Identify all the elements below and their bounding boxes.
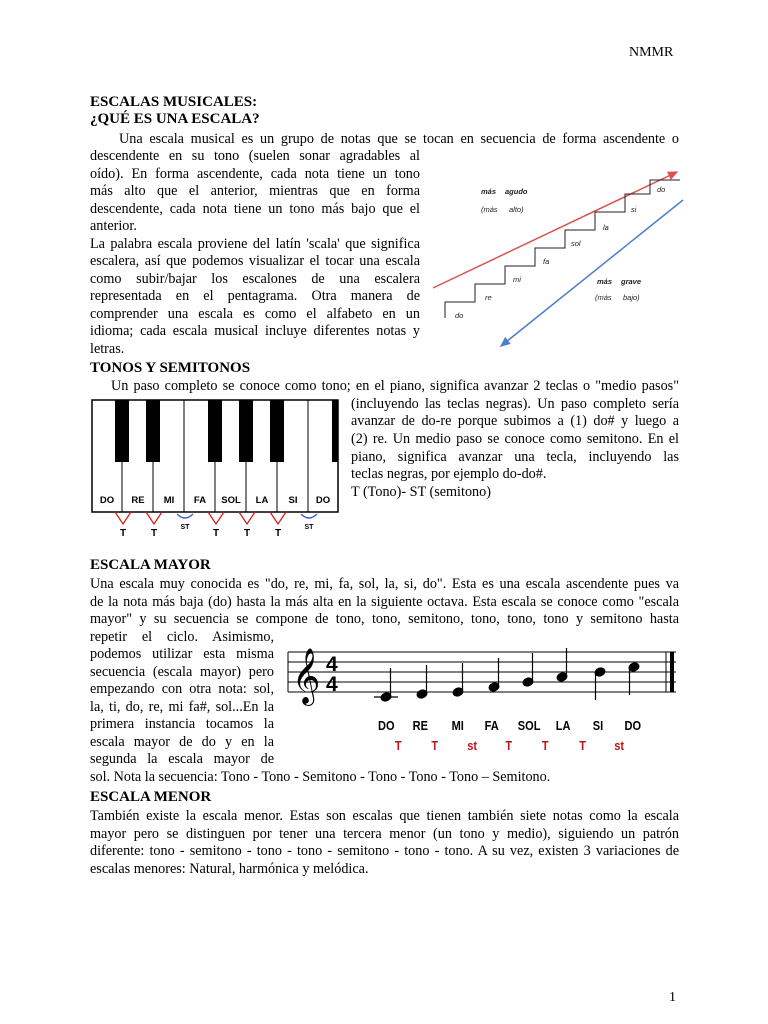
time-signature-bottom: 4 <box>326 673 338 696</box>
menor-last-line: escalas menores: Natural, harmónica y melódica. <box>90 861 369 877</box>
piano-key-do-high: DO <box>315 495 331 506</box>
black-key-fa-sharp <box>208 400 222 462</box>
mayor-last-line: sol. Nota la secuencia: Tono - Tono - Semitono - Tono - Tono - Tono – Semitono. <box>90 769 551 785</box>
staff-step-4: T <box>505 738 513 754</box>
descending-arrow <box>501 200 683 346</box>
escalas-line-9: como subir/bajar los escalones de una escalera <box>90 271 420 287</box>
black-key-sol-sharp <box>239 400 253 462</box>
escalas-line-1: Una escala musical es un grupo de notas que se tocan en secuencia de forma ascendente o <box>119 131 679 147</box>
label-mas-upper: más <box>481 187 497 196</box>
stair-note-sol: sol <box>571 239 581 248</box>
stair-note-do: do <box>455 311 464 320</box>
menor-line-3: diferente: tono - semitono - tono - tono - semitono - tono - tono. A su vez, existen 3 variaciones de <box>90 843 679 859</box>
tonos-right-line-6: T (Tono)- ST (semitono) <box>351 484 491 500</box>
escalas-line-4: más alto que el anterior, mientras que en forma <box>90 183 420 199</box>
staff-step-1: T <box>394 738 402 754</box>
tonos-line-1: Un paso completo se conoce como tono; en el piano, significa avanzar 2 teclas o "medio pasos" <box>111 378 679 394</box>
tonos-right-line-1: (incluyendo las teclas negras). Un paso completo sería <box>351 396 679 412</box>
staff-step-7: st <box>614 738 625 754</box>
mayor-left-line-7: escala mayor de do y en la <box>90 734 274 750</box>
piano-step-5: T <box>243 528 251 539</box>
piano-key-si: SI <box>288 495 298 506</box>
section-title-tonos: TONOS Y SEMITONOS <box>90 360 251 376</box>
piano-key-do: DO <box>99 495 115 506</box>
piano-key-sol: SOL <box>221 495 241 506</box>
staff-step-5: T <box>541 738 549 754</box>
piano-key-la: LA <box>255 495 269 506</box>
page-number: 1 <box>669 990 676 1005</box>
label-mas-bajo-1: (más <box>595 293 612 302</box>
menor-line-1: También existe la escala menor. Estas son escalas que tienen también siete notas como la escala <box>90 808 679 824</box>
section-title-menor: ESCALA MENOR <box>90 789 212 805</box>
mayor-left-line-5: la, ti, do, re, mi fa#, sol...En la <box>90 699 274 715</box>
piano-step-4: T <box>212 528 220 539</box>
menor-line-2: mayor pero se distinguen por tener una tercera menor (un tono y medio), siguiendo un patrón <box>90 826 679 842</box>
staff-note-do: DO <box>378 718 395 734</box>
tonos-right-line-2: avanzar de do-re porque subimos a (1) do# y luego a <box>351 413 679 429</box>
label-mas-alto-1: (más <box>481 205 498 214</box>
mayor-left-line-2: podemos utilizar esta misma <box>90 646 274 662</box>
escalas-line-7: La palabra escala proviene del latín 'scala' que significa <box>90 236 420 252</box>
stair-note-re: re <box>485 293 492 302</box>
escalas-line-8: escalera, así que podemos visualizar el tocar una escala <box>90 253 420 269</box>
escalas-line-2: descendente en su tono (suelen sonar agradables al <box>90 148 420 164</box>
label-mas-lower: más <box>597 277 613 286</box>
tonos-right-line-3: (2) re. Un medio paso se conoce como semitono. En el <box>351 431 679 447</box>
staff-note-la: LA <box>555 718 571 734</box>
mayor-left-line-3: secuencia (escala mayor) pero <box>90 664 274 680</box>
staff-step-6: T <box>579 738 587 754</box>
mayor-line-3: mayor" y su secuencia se compone de tono, tono, semitono, tono, tono, tono y semitono hasta <box>90 611 679 627</box>
escalas-line-5: descendente, cada nota tiene un tono más bajo que el <box>90 201 420 217</box>
mayor-left-line-8: segunda la escala mayor de <box>90 751 274 767</box>
ascending-arrow <box>433 172 677 288</box>
staff-note-fa: FA <box>484 718 499 734</box>
staff-note-sol: SOL <box>517 718 541 734</box>
piano-step-2: T <box>150 528 158 539</box>
piano-step-3: ST <box>180 524 190 531</box>
black-key-do-sharp-2 <box>332 400 338 462</box>
staff-note-do-high: DO <box>624 718 642 734</box>
piano-key-fa: FA <box>193 495 207 506</box>
black-key-do-sharp <box>115 400 129 462</box>
tonos-right-line-4: piano, significa avanzar una tecla, incluyendo las <box>351 449 679 465</box>
header-code: NMMR <box>629 45 674 60</box>
section-title-mayor: ESCALA MAYOR <box>90 557 211 573</box>
escalas-line-10: representada en el pentagrama. Otra manera de <box>90 288 420 304</box>
tonos-right-line-5: teclas negras, por ejemplo do-do#. <box>351 466 547 482</box>
mayor-line-2: de la nota más baja (do) hasta la más alta en la siguiente octava. Esta escala se conoce como "escala <box>90 594 679 610</box>
mayor-left-line-6: primera instancia tocamos la <box>90 716 274 732</box>
piano-keyboard-figure <box>90 398 340 540</box>
stair-note-fa: fa <box>543 257 550 266</box>
piano-step-1: T <box>119 528 127 539</box>
piano-key-re: RE <box>131 495 145 506</box>
escalas-line-13: letras. <box>90 341 125 357</box>
stair-note-si: si <box>631 205 637 214</box>
piano-step-6: T <box>274 528 282 539</box>
section-subtitle-que-es: ¿QUÉ ES UNA ESCALA? <box>90 111 260 127</box>
treble-clef-icon: 𝄞 <box>292 650 321 703</box>
label-grave: grave <box>621 277 642 286</box>
label-agudo: agudo <box>505 187 528 196</box>
section-title-escalas: ESCALAS MUSICALES: <box>90 94 258 110</box>
black-key-re-sharp <box>146 400 160 462</box>
mayor-left-line-4: empezando con otra nota: sol, <box>90 681 274 697</box>
label-mas-bajo-2: bajo) <box>623 293 640 302</box>
mayor-left-line-1: repetir el ciclo. Asimismo, <box>90 629 274 645</box>
piano-key-mi: MI <box>163 495 175 506</box>
stair-note-la: la <box>603 223 609 232</box>
escalas-line-11: comprender una escala es como el alfabeto en un <box>90 306 420 322</box>
escalas-line-12: idioma; cada escala musical incluye diferentes notas y <box>90 323 420 339</box>
escalas-line-3: oído). En forma ascendente, cada nota tiene un tono <box>90 166 420 182</box>
staff-note-si: SI <box>592 718 604 734</box>
scale-stairs-figure <box>425 170 690 360</box>
mayor-line-1: Una escala muy conocida es "do, re, mi, fa, sol, la, si, do". Esta es una escala ascendente pues va <box>90 576 679 592</box>
staff-note-mi: MI <box>451 718 464 734</box>
staff-note-re: RE <box>412 718 428 734</box>
time-signature-top: 4 <box>326 653 338 676</box>
stair-note-mi: mi <box>513 275 521 284</box>
piano-step-7: ST <box>304 524 314 531</box>
black-key-la-sharp <box>270 400 284 462</box>
staff-step-3: st <box>467 738 478 754</box>
label-mas-alto-2: alto) <box>509 205 524 214</box>
escalas-line-6: anterior. <box>90 218 137 234</box>
staff-figure <box>286 638 681 758</box>
stair-note-do-high: do <box>657 185 666 194</box>
staff-step-2: T <box>431 738 439 754</box>
